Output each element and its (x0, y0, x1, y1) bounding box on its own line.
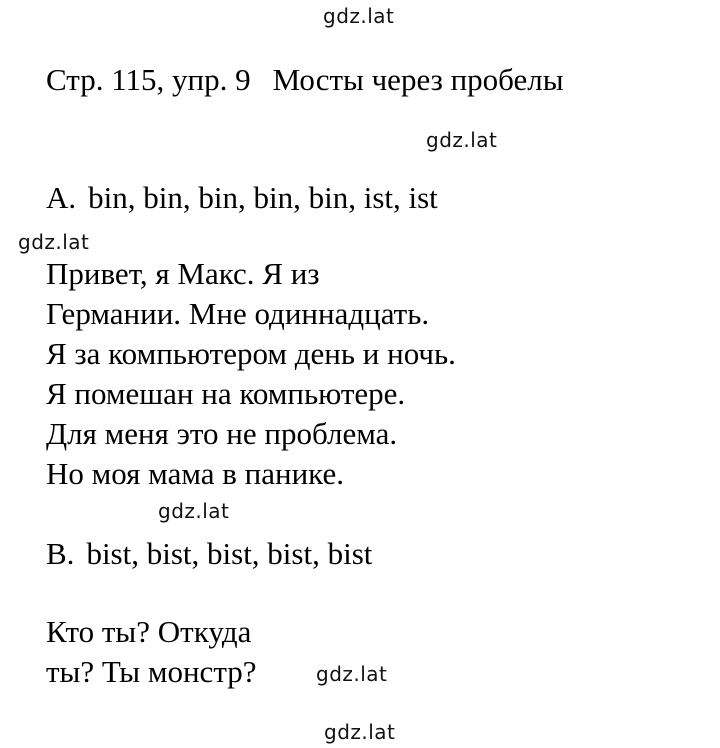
text-line: Для меня это не проблема. (46, 416, 398, 451)
watermark: gdz.lat (324, 720, 396, 744)
watermark: gdz.lat (426, 128, 498, 152)
section-a-answers (46, 180, 438, 216)
text-line: Я за компьютером день и ночь. (46, 336, 456, 371)
text-line: ты? Ты монстр? (46, 654, 257, 689)
watermark: gdz.lat (316, 662, 388, 686)
text-line: Кто ты? Откуда (46, 614, 252, 649)
text-line: Я помешан на компьютере. (46, 376, 406, 411)
section-a-label: A. (46, 180, 77, 215)
page-title (46, 62, 564, 98)
watermark: gdz.lat (323, 4, 395, 28)
section-a-answer-list: bin, bin, bin, bin, bin, ist, ist (88, 180, 438, 215)
section-b-label: B. (46, 536, 75, 571)
text-line: Привет, я Макс. Я из (46, 256, 320, 291)
section-b-answer-list: bist, bist, bist, bist, bist (86, 536, 373, 571)
section-b-answers (46, 536, 372, 572)
text-line: Но моя мама в панике. (46, 456, 344, 491)
watermark: gdz.lat (18, 230, 90, 254)
watermark: gdz.lat (158, 499, 230, 523)
exercise-title: Мосты через пробелы (272, 62, 564, 97)
page-reference: Стр. 115, упр. 9 (46, 62, 251, 97)
text-line: Германии. Мне одиннадцать. (46, 296, 430, 331)
